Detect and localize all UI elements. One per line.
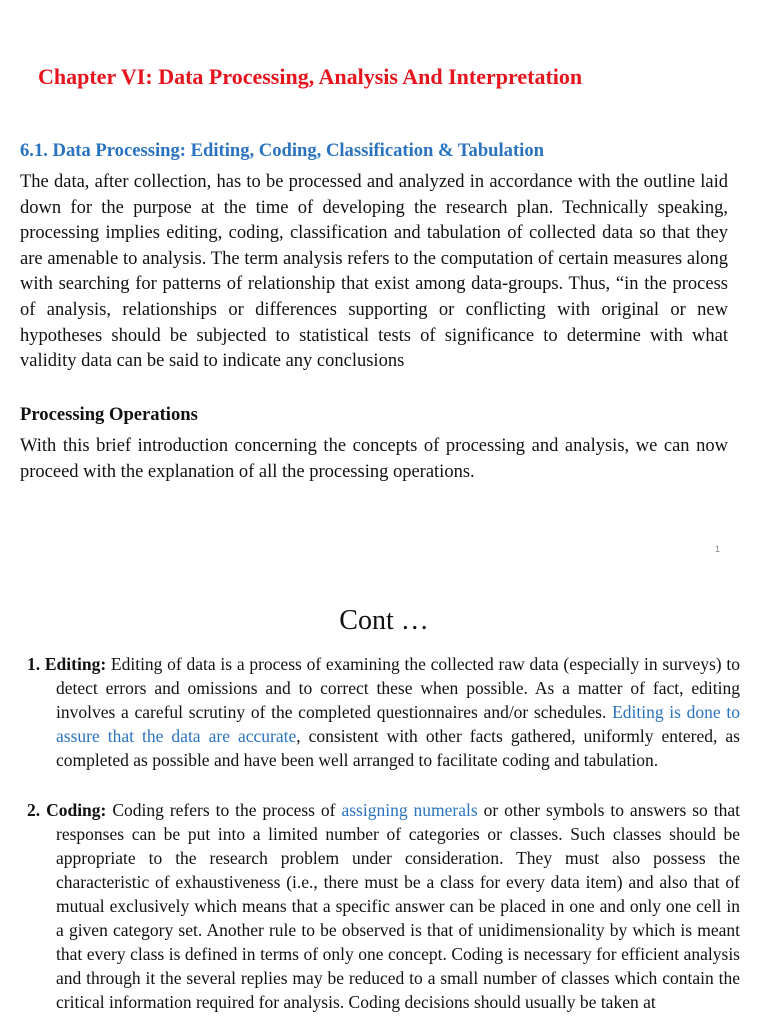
list-item-text: Coding refers to the process of [112, 800, 336, 820]
highlighted-phrase: Editing is done to assure that the data are accurate [56, 702, 741, 746]
chapter-title: Chapter VI: Data Processing, Analysis And Interpretation [38, 64, 583, 89]
list-item-text: , consistent with other facts gathered, uniformly entered, as completed as possible and have been well arranged to facilitate coding and tabulation. [56, 726, 740, 770]
list-item-coding [27, 798, 740, 1014]
list-item-text: Editing of data is a process of examining the collected raw data (especially in surveys) to detect errors and omissions and to correct these when possible. As a matter of fact, editing involves a careful scrutiny of the completed questionnaires and/or schedules. [56, 654, 740, 722]
list-item-editing [27, 652, 741, 772]
section-heading: 6.1. Data Processing: Editing, Coding, Classification & Tabulation [20, 140, 544, 161]
intro-paragraph: The data, after collection, has to be processed and analyzed in accordance with the outline laid down for the purpose at the time of developing the research plan. Technically speaking, processing implies editing, coding, classification and tabulation of collected data so that they are amenable to analysis. The term analysis refers to the computation of certain measures along with searching for patterns of relationship that exist among data-groups. Thus, “in the process of analysis, relationships or differences supporting or conflicting with original or new hypotheses should be subjected to statistical tests of significance to determine with what validity data can be said to indicate any conclusions [20, 172, 728, 372]
page-number: 1 [715, 544, 721, 554]
operations-paragraph: With this brief introduction concerning the concepts of processing and analysis, we can now proceed with the explanation of all the processing operations. [20, 436, 728, 482]
slide-2 [0, 572, 768, 1032]
processing-operations-heading: Processing Operations [20, 404, 198, 425]
continuation-title: Cont … [339, 605, 429, 636]
list-item-term: Coding: [46, 800, 107, 820]
list-item-number: 2. [27, 800, 41, 820]
list-item-number: 1. [27, 654, 41, 674]
highlighted-phrase: assigning numerals [341, 800, 478, 820]
list-item-term: Editing: [44, 654, 107, 674]
list-item-text: or other symbols to answers so that responses can be put into a limited number of categories or classes. Such classes should be appropriate to the research problem under consideration. They must also possess the characteristic of exhaustiveness (i.e., there must be a class for every data item) and also that of mutual exclusively which means that a specific answer can be placed in one and only one cell in a given category set. Another rule to be observed is that of unidimensionality by which is meant that every class is defined in terms of only one concept. Coding is necessary for efficient analysis and through it the several replies may be reduced to a small number of classes which contain the critical information required for analysis. Coding decisions should usually be taken at [56, 800, 740, 1012]
